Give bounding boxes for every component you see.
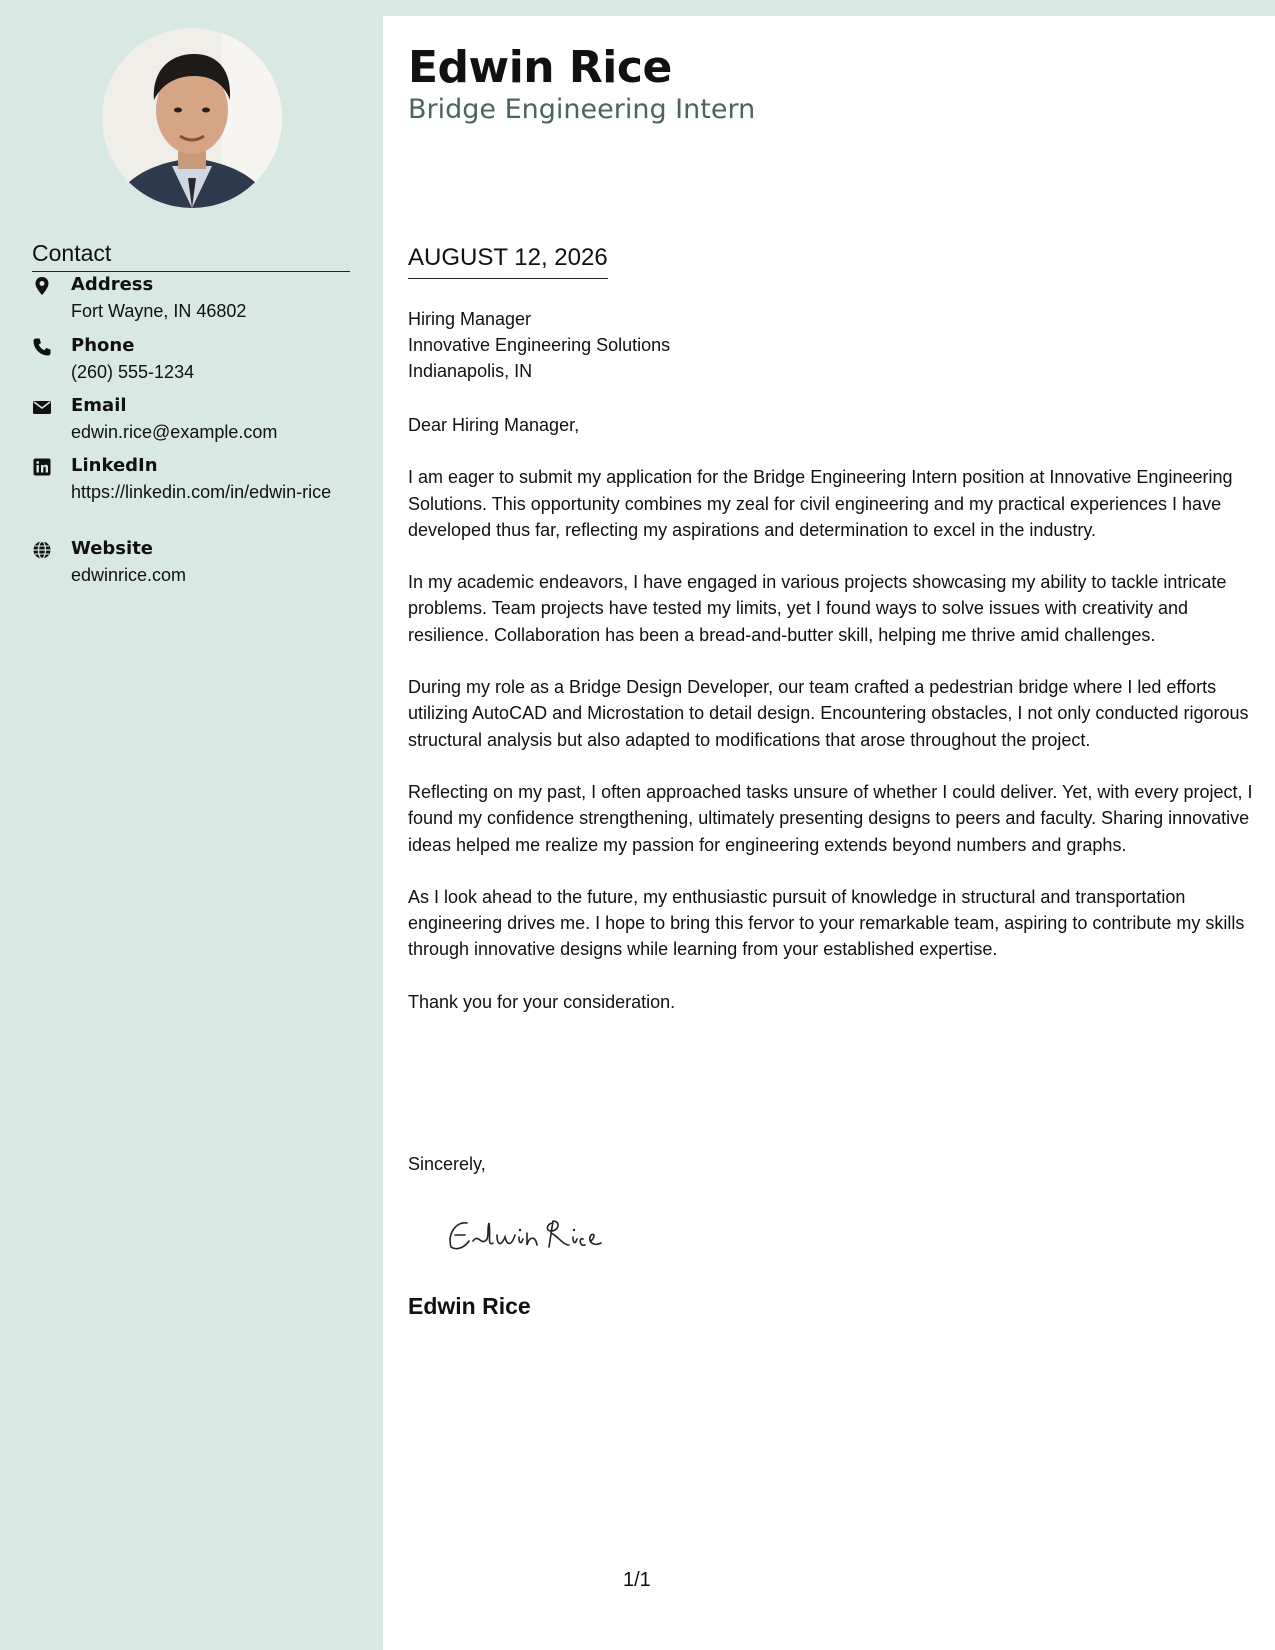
signature-image [443,1211,623,1266]
signed-name: Edwin Rice [408,1293,531,1319]
body-paragraph: Reflecting on my past, I often approached tasks unsure of whether I could deliver. Yet, with every project, I found my confidence strengthening, ultimately presenting designs to peers and faculty. Sharing innovative ideas helped me realize my passion for engineering extends beyond numbers and graphs. [408,781,1253,855]
globe-icon [32,540,52,560]
sidebar [0,0,383,1650]
contact-value[interactable]: edwin.rice@example.com [71,422,278,442]
recipient-block [408,306,670,384]
contact-label: Website [71,538,154,559]
recipient-line: Hiring Manager [408,309,532,329]
closing: Sincerely, [408,1154,486,1174]
letter-body [408,412,1258,1041]
recipient-line: Innovative Engineering Solutions [408,335,671,355]
contact-label: Email [71,395,127,416]
body-paragraph: In my academic endeavors, I have engaged in various projects showcasing my ability to tackle intricate problems. Team projects have tested my limits, yet I found ways to solve issues with creativity and resilience. Collaboration has been a bread-and-butter skill, helping me thrive amid challenges. [408,572,1227,645]
avatar [102,28,282,208]
contact-label: Address [71,274,154,295]
contact-value: Fort Wayne, IN 46802 [71,301,247,321]
salutation: Dear Hiring Manager, [408,415,580,435]
applicant-name: Edwin Rice [408,42,672,93]
linkedin-icon [32,457,52,477]
applicant-title: Bridge Engineering Intern [408,94,756,125]
contact-value[interactable]: edwinrice.com [71,565,187,585]
envelope-icon [32,397,52,417]
contact-heading: Contact [32,240,350,272]
body-paragraph: I am eager to submit my application for the Bridge Engineering Intern position at Innovative Engineering Solutions. This opportunity combines my zeal for civil engineering and my practical experiences I have developed thus far, reflecting my aspirations and determination to excel in the industry. [408,467,1233,540]
location-pin-icon [32,276,52,296]
page-number: 1/1 [623,1569,651,1591]
body-paragraph: During my role as a Bridge Design Developer, our team crafted a pedestrian bridge where I led efforts utilizing AutoCAD and Microstation to detail design. Encountering obstacles, I not only conducted rigorous structural analysis but also adapted to modifications that arose throughout the project. [408,677,1249,750]
contact-label: LinkedIn [71,455,158,476]
phone-icon [32,337,52,357]
letter-main [383,16,1275,1650]
body-paragraph: Thank you for your consideration. [408,991,676,1012]
letter-date: AUGUST 12, 2026 [408,244,608,279]
recipient-line: Indianapolis, IN [408,361,533,381]
contact-value: (260) 555-1234 [71,362,195,382]
body-paragraph: As I look ahead to the future, my enthusiastic pursuit of knowledge in structural and transportation engineering drives me. I hope to bring this fervor to your remarkable team, aspiring to contribute my skills through innovative designs while learning from your established expertise. [408,886,1245,960]
contact-label: Phone [71,335,135,356]
contact-value[interactable]: https://linkedin.com/in/edwin-rice [71,482,332,502]
